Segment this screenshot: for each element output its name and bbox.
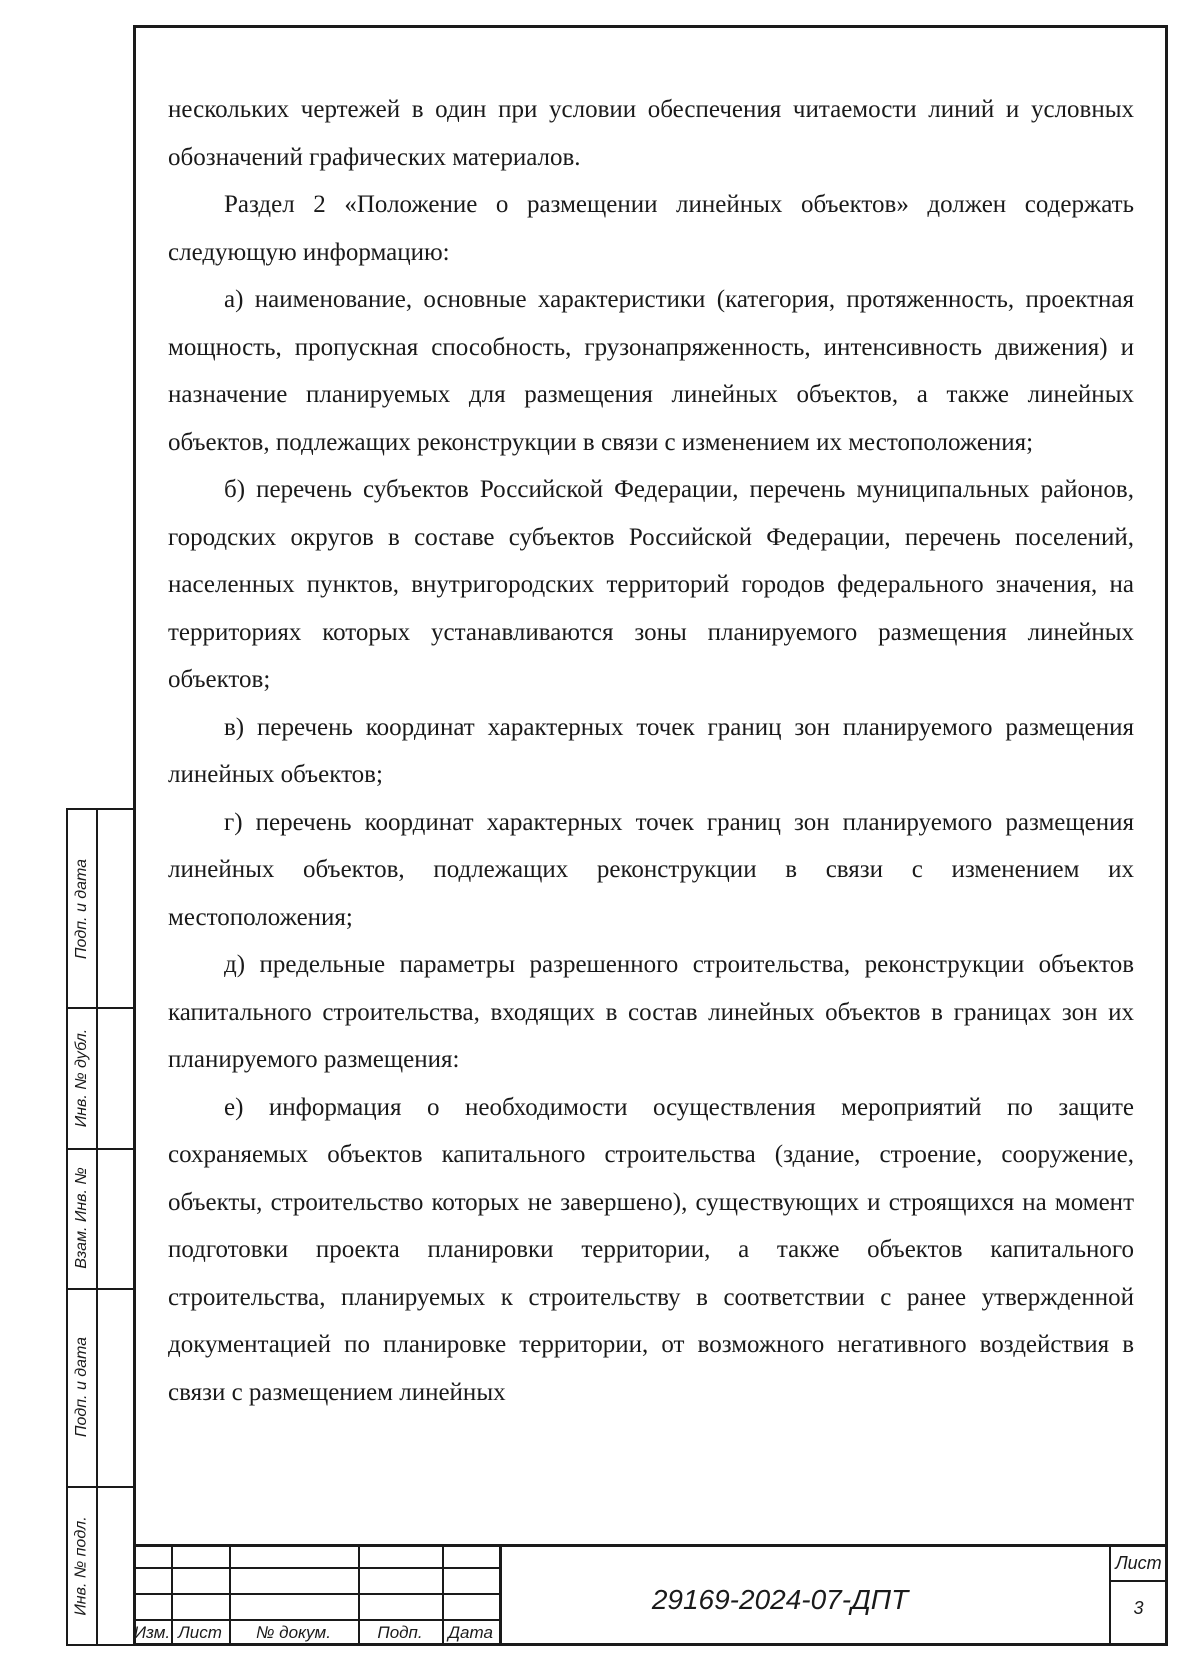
column-label-sheet: Лист [178,1623,222,1642]
paragraph: Раздел 2 «Положение о размещении линейных объектов» должен содержать следующую информацию: [168,191,1134,266]
title-block-row-line [133,1567,499,1569]
margin-label-dup-inv: Инв. № дубл. [73,1028,90,1127]
list-item-a: а) наименование, основные характеристики (категория, протяженность, проектная мощность, пропускная способность, грузонапряженность, интенсивность движения) и назначение планируемых для размещения линейных объектов, а также линейных объектов, подлежащих реконструкции в связи с изменением их местоположения; [168,286,1134,456]
list-item-v: в) перечень координат характерных точек границ зон планируемого размещения линейных объектов; [168,713,1134,788]
title-block-column-line [499,1544,502,1646]
sheet-label: Лист [1115,1553,1162,1573]
paragraph: нескольких чертежей в один при условии обеспечения читаемости линий и условных обозначений графических материалов. [168,96,1134,171]
column-label-change: Изм. [133,1623,171,1642]
margin-label-replace-inv: Взам. Инв. № [73,1167,91,1269]
margin-label-sign-date-2: Подп. и дата [73,1336,91,1438]
sheet-number: 3 [1133,1598,1144,1618]
title-block-row-line [133,1593,499,1595]
list-item-e: е) информация о необходимости осуществления мероприятий по защите сохраняемых объектов капитального строительства (здание, строение, сооружение, объекты, строительство которых не завершено), существующих и строящихся на момент подготовки проекта планировки территории, а также объектов капитального строительства, планируемых к строительству в соответствии с ранее утвержденной документацией по планировке территории, от возможного негативного воздействия в связи с размещением линейных [168,1093,1134,1406]
column-label-doc-number: № докум. [256,1623,331,1642]
list-item-d: д) предельные параметры разрешенного строительства, реконструкции объектов капитального строительства, входящих в состав линейных объектов в границах зон их планируемого размещения: [168,951,1134,1073]
margin-stamp-divider [96,810,98,1644]
title-block-row-line [1109,1580,1168,1582]
margin-stamp [66,808,133,1646]
column-label-signature: Подп. [377,1623,423,1642]
column-label-date: Дата [448,1623,493,1642]
document-code: 29169-2024-07-ДПТ [651,1584,909,1615]
margin-label-orig-inv: Инв. № подл. [73,1516,90,1616]
title-block [133,1544,1168,1646]
title-block-top-line [133,1544,1168,1547]
list-item-g: г) перечень координат характерных точек границ зон планируемого размещения линейных объектов, подлежащих реконструкции в связи с изменением их местоположения; [168,808,1134,931]
list-item-b: б) перечень субъектов Российской Федерации, перечень муниципальных районов, городских округов в составе субъектов Российской Федерации, перечень поселений, населенных пунктов, внутригородских территорий городов федерального значения, на территориях которых устанавливаются зоны планируемого размещения линейных объектов; [168,476,1134,693]
document-body [168,86,1134,1416]
title-block-row-line [133,1619,499,1621]
margin-label-sign-date: Подп. и дата [73,858,91,959]
